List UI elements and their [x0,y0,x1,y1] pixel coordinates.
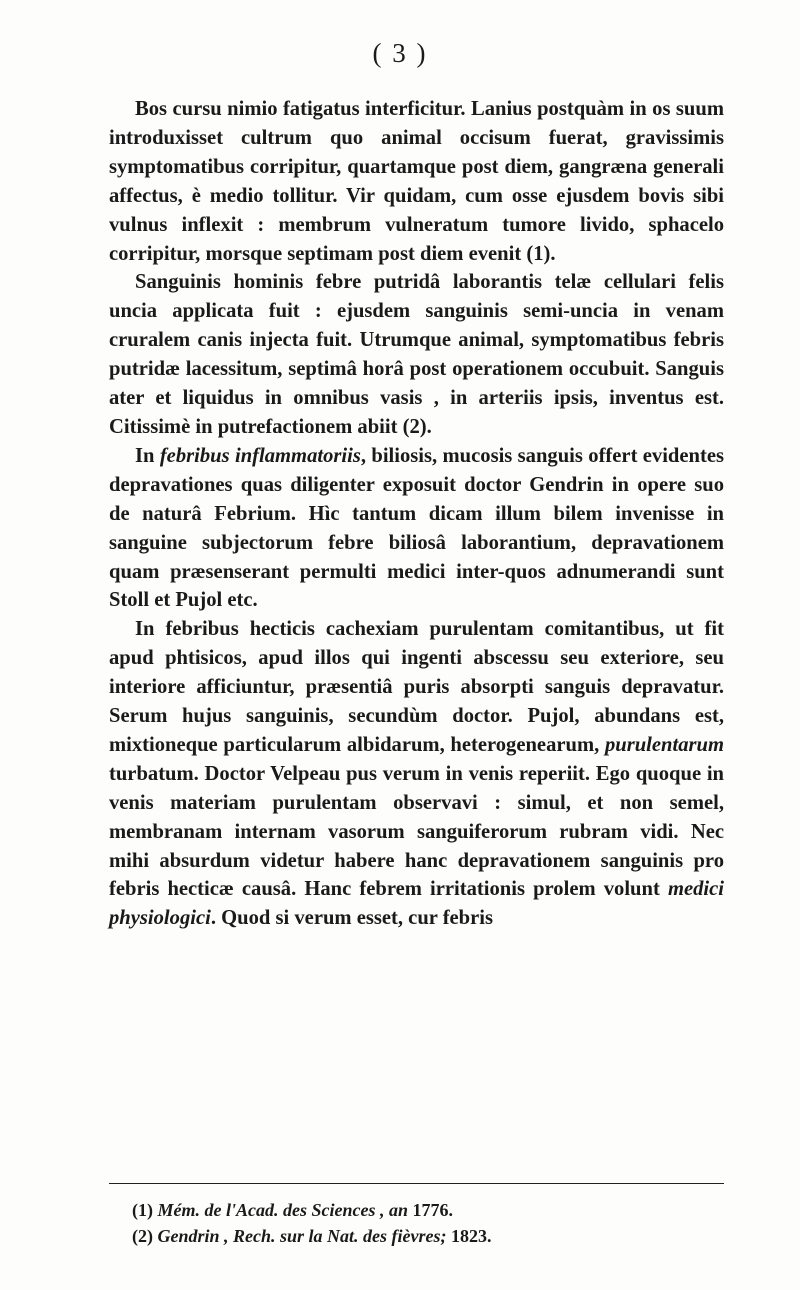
footnote-citation: Mém. de l'Acad. des Sciences , an [157,1200,408,1220]
text-segment: Bos cursu nimio fatigatus interficitur. Lanius postquàm in os suum introduxisset cultrum quo animal occisum fuerat, gravissimis symptomatibus corripitur, quartamque post diem, gangræna generali affectus, è medio tollitur. Vir quidam, cum osse ejusdem bovis sibi vulnus inflexit : membrum vulneratum tumore livido, sphacelo corripitur, morsque septimam post diem evenit (1). [109,98,724,265]
text-segment: . Quod si verum esset, cur febris [210,907,494,930]
footnote-1 [132,1197,732,1223]
footnote-citation: Gendrin , Rech. sur la Nat. des fièvres; [157,1226,447,1246]
text-segment: , biliosis, mucosis sanguis offert evidentes depravationes quas diligenter exposuit doctor Gendrin in opere suo de naturâ Febrium. Hìc tantum dicam illum bilem invenisse in sanguine subjectorum febre biliosâ laborantium, depravationem quam præsenserant permulti medici inter-quos adnumerandi sunt Stoll et Pujol etc. [109,444,724,612]
footnote-year: 1776. [407,1200,453,1220]
footnote-divider [109,1183,724,1184]
italic-term: febribus inflammatoriis [159,444,361,467]
italic-term: purulentarum [604,733,724,756]
paragraph-3 [109,442,724,615]
body-text [109,95,724,933]
footnote-marker: (2) [132,1226,158,1246]
text-segment: turbatum. Doctor Velpeau pus verum in venis reperiit. Ego quoque in venis materiam purulentam observavi : simul, et non semel, membranam internam vasorum sanguiferorum rubram vidi. Nec mihi absurdum videtur habere hanc depravationem sanguinis pro febris hecticæ causâ. Hanc febrem irritationis prolem volunt [109,762,724,901]
text-segment: In febribus hecticis cachexiam purulentam comitantibus, ut fit apud phtisicos, apud illos qui ingenti abscessu seu exteriore, seu interiore afficiuntur, præsentiâ puris absorpti sanguis depravatur. Serum hujus sanguinis, secundùm doctor. Pujol, abundans est, mixtioneque particularum albidarum, heterogenearum, [109,618,724,756]
footnote-year: 1823. [446,1226,492,1246]
page-number: ( 3 ) [372,38,428,68]
paragraph-1 [109,95,724,268]
footnote-marker: (1) [132,1200,158,1220]
footnotes [132,1197,732,1249]
text-segment: In [135,444,160,467]
paragraph-2 [109,268,724,441]
paragraph-4 [109,615,724,933]
footnote-2 [132,1223,732,1249]
italic-term: medici physiologici [109,878,724,930]
text-segment: Sanguinis hominis febre putridâ laborantis telæ cellulari felis uncia applicata fuit : ejusdem sanguinis semi-uncia in venam cruralem canis injecta fuit. Utrumque animal, symptomatibus febris putridæ lacessitum, septimâ horâ post operationem occubuit. Sanguis ater et liquidus in omnibus vasis , in arteriis ipsis, inventus est. Citissimè in putrefactionem abiit (2). [109,271,724,438]
